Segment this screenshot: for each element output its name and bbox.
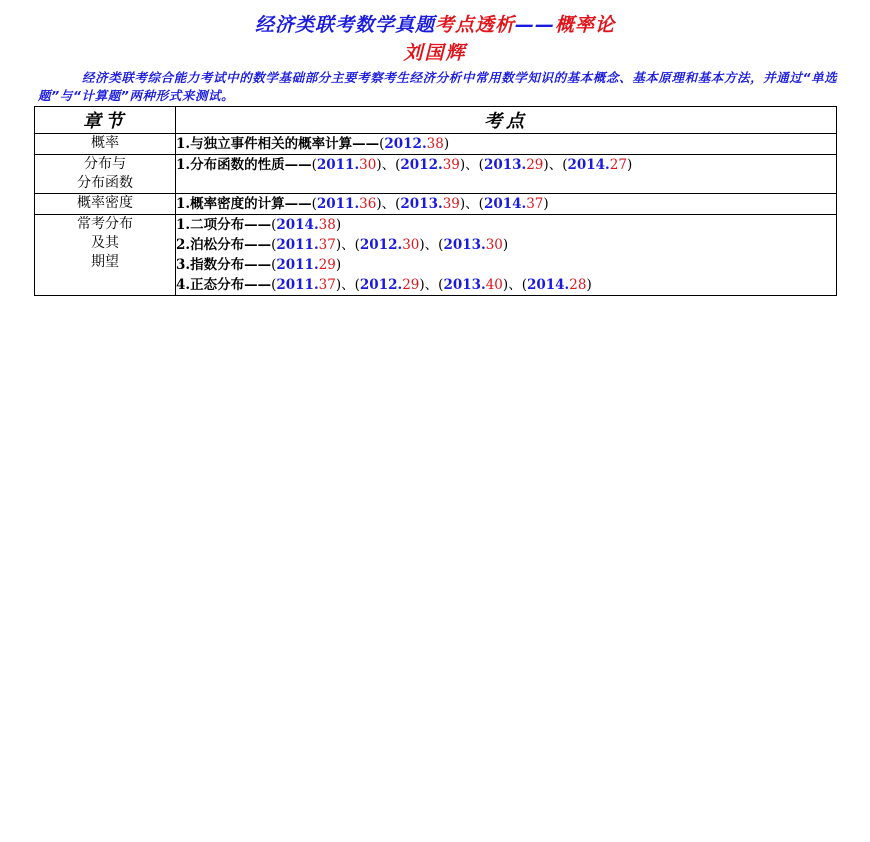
- exam-point-text: 1.二项分布——: [176, 217, 272, 233]
- exam-ref: (2011.37): [271, 237, 342, 253]
- title-highlight: 考点透析: [434, 14, 515, 36]
- question-number: 30: [359, 157, 377, 173]
- exam-year: 2014: [567, 157, 606, 173]
- author-name: 刘国辉: [403, 42, 467, 64]
- question-number: 37: [318, 277, 336, 293]
- exam-year: 2011: [276, 257, 314, 273]
- chapter-cell: [35, 134, 176, 155]
- exam-point: 2.泊松分布——(2011.37)、(2012.30)、(2013.30): [176, 237, 509, 253]
- question-number: 28: [569, 277, 587, 293]
- question-number: 30: [402, 237, 420, 253]
- question-number: 39: [442, 196, 460, 212]
- chapter-cell: [35, 215, 176, 296]
- chapter-line: 期望: [91, 254, 119, 270]
- question-number: 29: [318, 257, 336, 273]
- header-points: 考点: [176, 107, 837, 134]
- title-dash: ——: [515, 14, 555, 36]
- question-number: 37: [526, 196, 544, 212]
- exam-ref: (2012.29): [354, 277, 425, 293]
- question-number: 27: [609, 157, 627, 173]
- title-topic: 概率论: [555, 14, 616, 36]
- exam-ref: (2011.36): [311, 196, 382, 212]
- exam-point: 1.概率密度的计算——(2011.36)、(2013.39)、(2014.37): [176, 196, 549, 212]
- chapter-line: 概率密度: [77, 195, 133, 211]
- exam-year: 2012: [359, 277, 398, 293]
- question-number: 29: [402, 277, 420, 293]
- question-number: 38: [318, 217, 336, 233]
- exam-ref: (2012.38): [379, 136, 450, 152]
- chapter-cell: [35, 155, 176, 194]
- exam-ref: (2014.27): [562, 157, 633, 173]
- exam-ref: (2012.30): [354, 237, 425, 253]
- exam-point-text: 1.与独立事件相关的概率计算——: [176, 136, 380, 152]
- points-cell: [176, 134, 837, 155]
- chapter-line: 常考分布: [77, 216, 133, 232]
- exam-point-text: 4.正态分布——: [176, 277, 272, 293]
- exam-year: 2013: [443, 277, 482, 293]
- exam-point: 4.正态分布——(2011.37)、(2012.29)、(2013.40)、(2014.28): [176, 277, 592, 293]
- question-number: 37: [318, 237, 336, 253]
- exam-point: [176, 215, 836, 235]
- exam-point-text: 2.泊松分布——: [176, 237, 272, 253]
- exam-ref: (2011.37): [271, 277, 342, 293]
- exam-year: 2011: [316, 196, 355, 212]
- exam-year: 2011: [276, 237, 314, 253]
- table-row: [35, 155, 837, 194]
- chapter-line: 分布与: [84, 156, 126, 172]
- exam-point-text: 1.分布函数的性质——: [176, 157, 312, 173]
- question-number: 38: [426, 136, 444, 152]
- question-number: 29: [526, 157, 544, 173]
- exam-year: 2012: [359, 237, 398, 253]
- chapter-line: 概率: [91, 135, 119, 151]
- exam-point-text: 1.概率密度的计算——: [176, 196, 312, 212]
- table-header-row: [35, 107, 837, 134]
- exam-year: 2014: [526, 277, 565, 293]
- table-row: [35, 134, 837, 155]
- intro-paragraph: [38, 69, 838, 105]
- exam-year: 2014: [276, 217, 314, 233]
- exam-ref: (2013.29): [478, 157, 549, 173]
- chapter-line: 分布函数: [77, 175, 133, 191]
- exam-ref: (2013.39): [395, 196, 466, 212]
- header-chapter: 章节: [35, 107, 176, 134]
- exam-ref: (2014.37): [478, 196, 549, 212]
- intro-text: 经济类联考综合能力考试中的数学基础部分主要考察考生经济分析中常用数学知识的基本概念、基本原理和基本方法，并通过“单选题”与“计算题”两种形式来测试。: [38, 70, 838, 103]
- question-number: 30: [485, 237, 503, 253]
- exam-ref: (2014.28): [521, 277, 592, 293]
- exam-point: [176, 255, 836, 275]
- exam-ref: (2014.38): [271, 217, 342, 233]
- exam-year: 2012: [384, 136, 422, 152]
- exam-year: 2011: [316, 157, 355, 173]
- document-title: [0, 12, 870, 38]
- points-cell: [176, 215, 837, 296]
- exam-ref: (2011.30): [311, 157, 382, 173]
- exam-year: 2013: [443, 237, 482, 253]
- table-row: [35, 194, 837, 215]
- points-cell: [176, 194, 837, 215]
- exam-ref: (2013.40): [438, 277, 509, 293]
- exam-point: [176, 134, 836, 154]
- question-number: 36: [359, 196, 377, 212]
- exam-point-text: 3.指数分布——: [176, 257, 272, 273]
- chapter-cell: [35, 194, 176, 215]
- points-cell: [176, 155, 837, 194]
- exam-ref: (2013.30): [438, 237, 509, 253]
- exam-points-table: [34, 106, 837, 296]
- title-main: 经济类联考数学真题: [254, 14, 435, 36]
- exam-year: 2011: [276, 277, 314, 293]
- table-row: [35, 215, 837, 296]
- chapter-line: 及其: [91, 235, 119, 251]
- exam-year: 2013: [400, 196, 438, 212]
- question-number: 40: [485, 277, 503, 293]
- question-number: 39: [442, 157, 460, 173]
- exam-ref: (2012.39): [395, 157, 466, 173]
- exam-year: 2012: [400, 157, 438, 173]
- exam-point: 1.分布函数的性质——(2011.30)、(2012.39)、(2013.29)、(2014.27): [176, 157, 633, 173]
- exam-year: 2014: [483, 196, 522, 212]
- exam-ref: (2011.29): [271, 257, 342, 273]
- exam-year: 2013: [483, 157, 522, 173]
